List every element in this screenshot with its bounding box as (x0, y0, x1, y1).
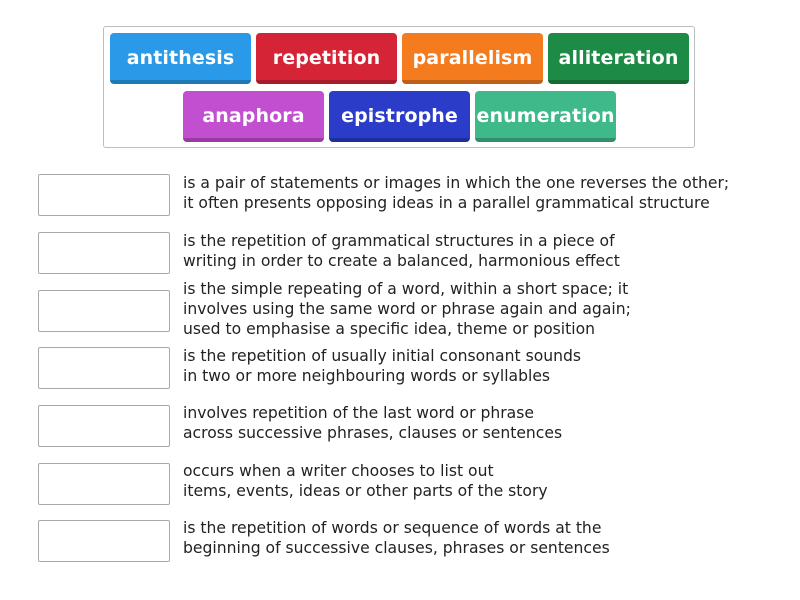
definition-line: items, events, ideas or other parts of the story (183, 482, 548, 500)
match-row-2 (38, 232, 778, 276)
definition-line: used to emphasise a specific idea, theme or position (183, 320, 596, 338)
definition-line: writing in order to create a balanced, harmonious effect (183, 252, 620, 270)
definition-line: across successive phrases, clauses or sentences (183, 424, 563, 442)
definition-line: is a pair of statements or images in which the one reverses the other; (183, 174, 730, 192)
definition-4 (183, 346, 581, 386)
tile-enumeration[interactable] (475, 91, 616, 142)
definition-3 (183, 279, 631, 339)
definition-7 (183, 518, 610, 558)
definition-5 (183, 403, 562, 443)
drop-slot-7[interactable] (38, 520, 170, 562)
definition-line: involves repetition of the last word or phrase (183, 404, 534, 422)
match-row-5 (38, 405, 778, 449)
definition-line: involves using the same word or phrase again and again; (183, 300, 631, 318)
match-row-4 (38, 347, 778, 391)
tile-epistrophe[interactable] (329, 91, 470, 142)
definition-line: in two or more neighbouring words or syllables (183, 367, 551, 385)
tile-label: repetition (272, 46, 381, 69)
tile-label: parallelism (412, 46, 533, 69)
definition-line: is the repetition of words or sequence of words at the (183, 519, 602, 537)
answer-tile-bank (103, 26, 695, 148)
match-row-6 (38, 463, 778, 507)
tile-label: anaphora (202, 104, 305, 127)
definition-line: beginning of successive clauses, phrases or sentences (183, 539, 610, 557)
definition-line: is the simple repeating of a word, within a short space; it (183, 280, 629, 298)
drop-slot-5[interactable] (38, 405, 170, 447)
definition-line: occurs when a writer chooses to list out (183, 462, 494, 480)
drop-slot-4[interactable] (38, 347, 170, 389)
definition-1 (183, 173, 729, 213)
definition-6 (183, 461, 548, 501)
definition-line: it often presents opposing ideas in a parallel grammatical structure (183, 194, 710, 212)
tile-label: alliteration (558, 46, 679, 69)
tile-alliteration[interactable] (548, 33, 689, 84)
match-row-1 (38, 174, 778, 218)
tile-antithesis[interactable] (110, 33, 251, 84)
drop-slot-2[interactable] (38, 232, 170, 274)
tile-label: epistrophe (341, 104, 458, 127)
drop-slot-3[interactable] (38, 290, 170, 332)
definition-2 (183, 231, 620, 271)
match-row-7 (38, 520, 778, 564)
tile-parallelism[interactable] (402, 33, 543, 84)
tile-label: enumeration (476, 104, 615, 127)
tile-label: antithesis (126, 46, 235, 69)
definition-line: is the repetition of usually initial consonant sounds (183, 347, 582, 365)
match-row-3 (38, 280, 778, 338)
drop-slot-6[interactable] (38, 463, 170, 505)
tile-anaphora[interactable] (183, 91, 324, 142)
definition-line: is the repetition of grammatical structures in a piece of (183, 232, 615, 250)
tile-repetition[interactable] (256, 33, 397, 84)
drop-slot-1[interactable] (38, 174, 170, 216)
